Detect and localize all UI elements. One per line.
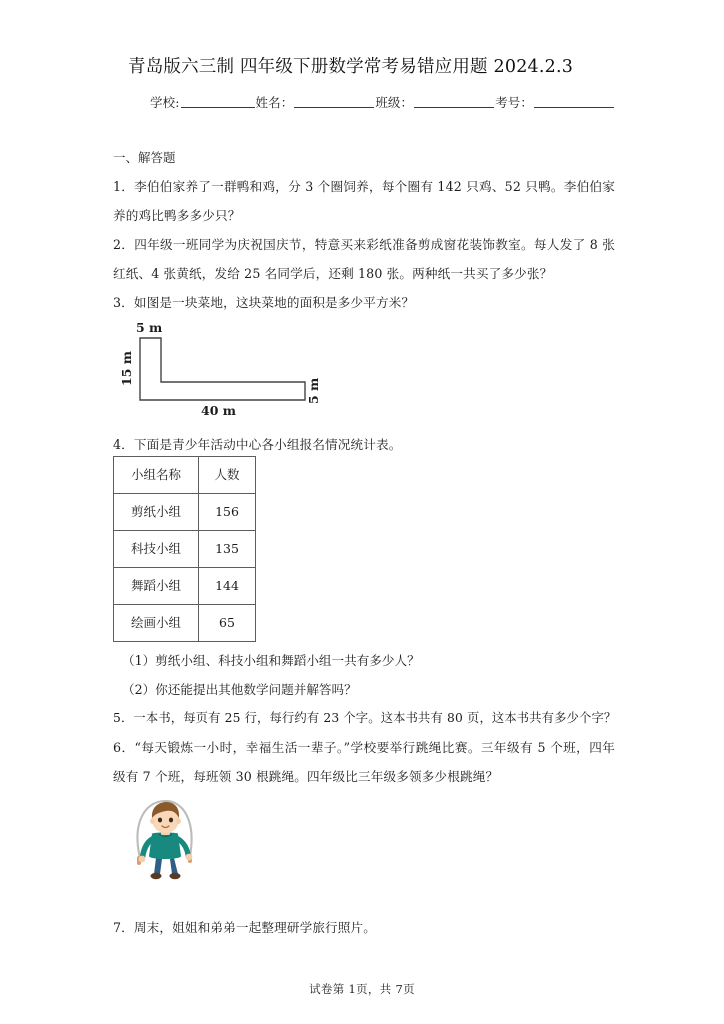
school-input-blank[interactable] <box>181 96 255 108</box>
ear-left <box>150 818 155 824</box>
name-field <box>256 95 376 110</box>
eye-right <box>169 818 173 823</box>
question-4: 4．下面是青少年活动中心各小组报名情况统计表。 <box>113 437 402 452</box>
figure-label-top: 5 m <box>136 320 163 335</box>
class-field <box>375 95 495 110</box>
table-row <box>114 531 256 568</box>
section-heading-answer-questions: 一、解答题 <box>113 150 176 165</box>
table-header-row <box>114 457 256 494</box>
question-4-sub-1: （1）剪纸小组、科技小组和舞蹈小组一共有多少人？ <box>122 653 420 668</box>
leg-right <box>170 858 178 874</box>
exam-number-field <box>495 95 615 110</box>
question-1: 1．李伯伯家养了一群鸭和鸡，分 3 个圈饲养，每个圈有 142 只鸡、52 只鸭。李伯伯家养的鸡比鸭多多少只？ <box>113 179 615 223</box>
l-shape-outline <box>140 338 305 400</box>
question-4-sub-2: （2）你还能提出其他数学问题并解答吗？ <box>122 682 357 697</box>
table-cell-group-name: 舞蹈小组 <box>114 568 199 605</box>
question-6: 6．“每天锻炼一小时，幸福生活一辈子。”学校要举行跳绳比赛。三年级有 5 个班，四年级有 7 个班，每班领 30 根跳绳。四年级比三年级多领多少根跳绳？ <box>113 740 615 784</box>
leg-left <box>154 858 162 874</box>
class-label: 班级： <box>375 95 414 110</box>
page-title: 青岛版六三制 四年级下册数学常考易错应用题 2024.2.3 <box>128 57 574 77</box>
question-3: 3．如图是一块菜地，这块菜地的面积是多少平方米？ <box>113 295 415 310</box>
school-field <box>150 95 256 110</box>
table-header-group-name: 小组名称 <box>114 457 199 494</box>
table-cell-group-name: 科技小组 <box>114 531 199 568</box>
school-label: 学校: <box>150 95 180 110</box>
question-7: 7．周末，姐姐和弟弟一起整理研学旅行照片。 <box>113 920 377 935</box>
name-input-blank[interactable] <box>294 96 374 108</box>
class-input-blank[interactable] <box>414 96 494 108</box>
l-shape-figure <box>113 316 453 424</box>
child-jumping-rope-illustration <box>118 796 222 884</box>
table-cell-count: 65 <box>199 605 256 642</box>
page-footer: 试卷第 1页，共 7页 <box>309 982 415 996</box>
statistics-table <box>113 456 256 642</box>
table-row <box>114 605 256 642</box>
figure-label-right: 5 m <box>306 377 321 404</box>
question-2: 2．四年级一班同学为庆祝国庆节，特意买来彩纸准备剪成窗花装饰教室。每人发了 8 张红纸、4 张黄纸，发给 25 名同学后，还剩 180 张。两种纸一共买了多少张？ <box>113 237 615 281</box>
exam-number-label: 考号： <box>495 95 533 110</box>
table-row <box>114 568 256 605</box>
table-header-count: 人数 <box>199 457 256 494</box>
shoe-left <box>151 873 162 879</box>
table-cell-count: 156 <box>199 494 256 531</box>
name-label: 姓名： <box>255 95 294 110</box>
hand-left <box>139 856 146 863</box>
ear-right <box>176 818 181 824</box>
figure-label-bottom: 40 m <box>201 403 236 418</box>
table-cell-count: 144 <box>199 568 256 605</box>
student-info-line <box>150 93 590 113</box>
hand-right <box>186 854 193 861</box>
question-5: 5．一本书，每页有 25 行，每行约有 23 个字。这本书共有 80 页，这本书共有多少个字？ <box>113 711 617 725</box>
figure-label-left: 15 m <box>119 351 134 386</box>
eye-left <box>158 818 162 823</box>
table-row <box>114 494 256 531</box>
shoe-right <box>170 873 181 879</box>
table-cell-count: 135 <box>199 531 256 568</box>
table-cell-group-name: 剪纸小组 <box>114 494 199 531</box>
exam-number-input-blank[interactable] <box>534 96 614 108</box>
table-cell-group-name: 绘画小组 <box>114 605 199 642</box>
